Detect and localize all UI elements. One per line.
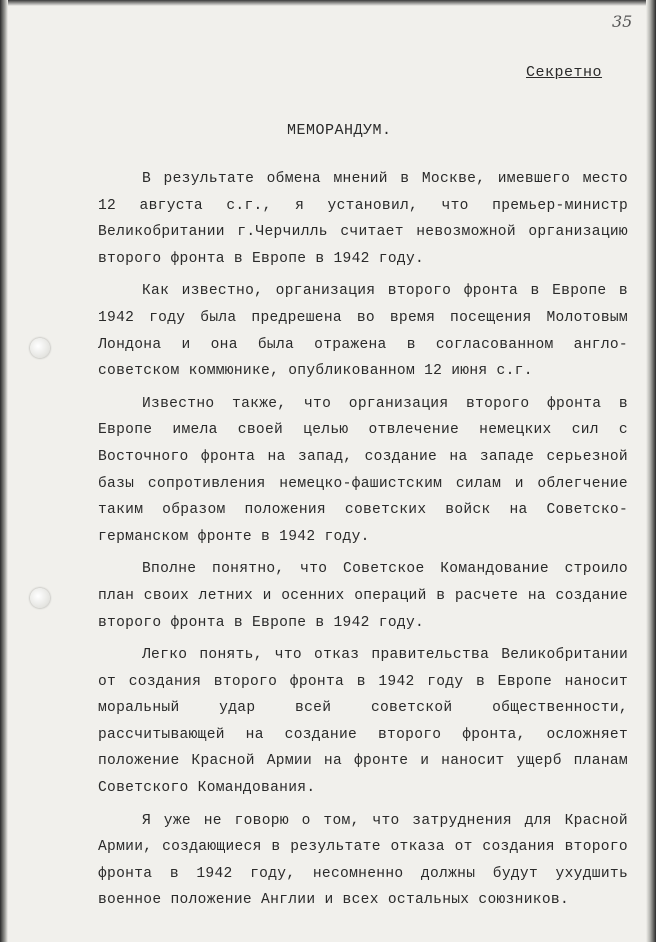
- page-number: 35: [612, 12, 633, 31]
- document-title: МЕМОРАНДУМ.: [287, 122, 392, 139]
- document-body: [98, 166, 628, 920]
- paragraph-5: Легко понять, что отказ правительства Великобритании от создания второго фронта в 1942 году в Европе наносит моральный удар всей советской общественности, рассчитывающей на создание второго фронта, осложняет положение Красной Армии на фронте и наносит ущерб планам Советского Командования.: [98, 647, 628, 797]
- paragraph-1: В результате обмена мнений в Москве, имевшего место 12 августа с.г., я установил, что премьер-министр Великобритании г.Черчилль считает невозможной организацию второго фронта в Европе в 1942 году.: [98, 171, 628, 267]
- scan-edge-top: [0, 0, 656, 6]
- classification-stamp: Секретно: [526, 64, 603, 81]
- punch-hole-upper: [30, 338, 50, 358]
- punch-hole-lower: [30, 588, 50, 608]
- paragraph-4: Вполне понятно, что Советское Командование строило план своих летних и осенних операций в расчете на создание второго фронта в Европе в 1942 году.: [98, 561, 628, 631]
- scan-edge-right: [646, 0, 656, 942]
- paragraph-2: Как известно, организация второго фронта в Европе в 1942 году была предрешена во время посещения Молотовым Лондона и она была отражена в согласованном англо-советском коммюнике, опубликованном 12 июня с.г.: [98, 283, 628, 380]
- scan-edge-left: [0, 0, 8, 942]
- paragraph-6: Я уже не говорю о том, что затруднения для Красной Армии, создающиеся в результате отказа от создания второго фронта в 1942 году, несомненно должны будут ухудшить военное положение Англии и всех остальных союзников.: [98, 812, 628, 909]
- paragraph-3: Известно также, что организация второго фронта в Европе имела своей целью отвлечение немецких сил с Восточного фронта на запад, создание на западе серьезной базы сопротивления немецко-фашистским силам и облегчение таким образом положения советских войск на Советско-германском фронте в 1942 году.: [98, 395, 628, 545]
